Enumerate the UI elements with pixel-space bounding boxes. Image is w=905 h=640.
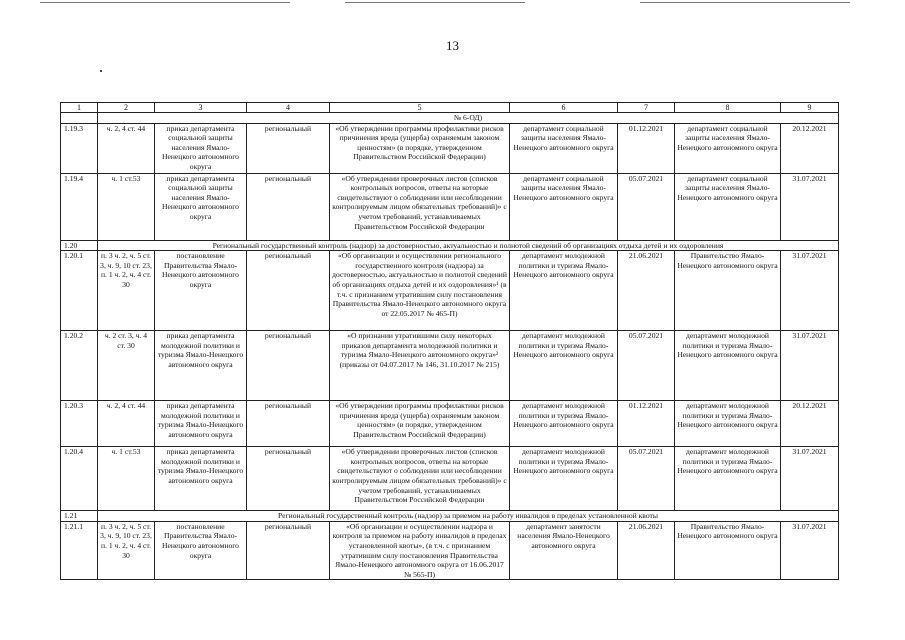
responsible-body: департамент молодежной политики и туризма Ямало-Ненецкого автономного округа (510, 251, 618, 331)
draft-date: 05.07.2021 (618, 331, 675, 401)
act-level: региональный (247, 447, 330, 511)
item-number: 1.21.1 (61, 521, 98, 580)
table-body (61, 113, 839, 580)
act-level: региональный (247, 521, 330, 580)
responsible-body: департамент занятости населения Ямало-Ненецкого автономного округа (510, 521, 618, 580)
section-row (61, 511, 839, 522)
act-type: постановление Правительства Ямало-Ненецкого автономного округа (155, 251, 247, 331)
act-title: «Об организации и осуществлении надзора и контроля за приемом на работу инвалидов в пределах установленной квоты», (в т.ч. с признанием утратившим силу постановления Правительства Ямало-Ненецкого автономного округа от 16.06.2017 № 565-П) (330, 521, 510, 580)
adoption-date: 31.07.2021 (781, 331, 839, 401)
responsible-body: департамент молодежной политики и туризма Ямало-Ненецкого автономного округа (510, 401, 618, 447)
table-row (61, 251, 839, 331)
item-number: 1.20.4 (61, 447, 98, 511)
act-level: региональный (247, 173, 330, 240)
header-cell: 5 (330, 103, 510, 113)
law-article: п. 3 ч. 2, ч. 5 ст. 3, ч. 9, 10 ст. 23, п. 1 ч. 2, ч. 4 ст. 30 (98, 521, 155, 580)
act-title: «Об организации и осуществлении регионального государственного контроля (надзора) за достоверностью, актуальностью и полнотой сведений об организациях отдыха детей и их оздоровления»¹ (в т.ч. с признанием утратившим силу постановления Правительства Ямало-Ненецкого автономного округа от 22.05.2017 № 465-П) (330, 251, 510, 331)
law-article: ч. 2, 4 ст. 44 (98, 401, 155, 447)
section-number (61, 113, 98, 124)
adoption-date: 20.12.2021 (781, 123, 839, 173)
act-level: региональный (247, 331, 330, 401)
header-cell: 3 (155, 103, 247, 113)
responsible-body: департамент молодежной политики и туризма Ямало-Ненецкого автономного округа (510, 447, 618, 511)
page-number: 13 (446, 38, 459, 53)
adoption-date: 20.12.2021 (781, 401, 839, 447)
act-type: приказ департамента социальной защиты населения Ямало-Ненецкого автономного округа (155, 123, 247, 173)
law-article: ч. 2, 4 ст. 44 (98, 123, 155, 173)
table-row (61, 173, 839, 240)
responsible-body: департамент молодежной политики и туризма Ямало-Ненецкого автономного округа (510, 331, 618, 401)
responsible-body: департамент социальной защиты населения Ямало-Ненецкого автономного округа (510, 173, 618, 240)
draft-date: 05.07.2021 (618, 447, 675, 511)
draft-date: 21.06.2021 (618, 251, 675, 331)
act-title: «Об утверждении программы профилактики рисков причинения вреда (ущерба) охраняемым законом ценностям» (в порядке, утвержденном Правительством Российской Федерации) (330, 123, 510, 173)
draft-date: 05.07.2021 (618, 173, 675, 240)
section-row (61, 113, 839, 124)
adoption-date: 31.07.2021 (781, 521, 839, 580)
law-article: ч. 1 ст.53 (98, 447, 155, 511)
act-title: «Об утверждении проверочных листов (списков контрольных вопросов, ответы на которые свидетельствуют о соблюдении или несоблюдении контролируемым лицом обязательных требований)» с учетом требований, устанавливаемых Правительством Российской Федерации (330, 447, 510, 511)
draft-date: 01.12.2021 (618, 401, 675, 447)
adopting-body: департамент социальной защиты населения Ямало-Ненецкого автономного округа (675, 173, 781, 240)
header-cell: 2 (98, 103, 155, 113)
top-rule-right (640, 2, 850, 3)
adopting-body: департамент молодежной политики и туризма Ямало-Ненецкого автономного округа (675, 401, 781, 447)
draft-date: 01.12.2021 (618, 123, 675, 173)
act-type: постановление Правительства Ямало-Ненецкого автономного округа (155, 521, 247, 580)
table-row (61, 331, 839, 401)
responsible-body: департамент социальной защиты населения Ямало-Ненецкого автономного округа (510, 123, 618, 173)
item-number: 1.19.4 (61, 173, 98, 240)
header-cell: 7 (618, 103, 675, 113)
draft-date: 21.06.2021 (618, 521, 675, 580)
adoption-date: 31.07.2021 (781, 251, 839, 331)
law-article: п. 3 ч. 2, ч. 5 ст. 3, ч. 9, 10 ст. 23, п. 1 ч. 2, ч. 4 ст. 30 (98, 251, 155, 331)
law-article: ч. 2 ст. 3, ч. 4 ст. 30 (98, 331, 155, 401)
adopting-body: департамент молодежной политики и туризма Ямало-Ненецкого автономного округа (675, 331, 781, 401)
table-row (61, 447, 839, 511)
adoption-date: 31.07.2021 (781, 173, 839, 240)
section-title: Региональный государственный контроль (надзор) за приемом на работу инвалидов в пределах установленной квоты (98, 511, 839, 522)
act-type: приказ департамента социальной защиты населения Ямало-Ненецкого автономного округа (155, 173, 247, 240)
act-type: приказ департамента молодежной политики и туризма Ямало-Ненецкого автономного округа (155, 447, 247, 511)
adopting-body: департамент молодежной политики и туризма Ямало-Ненецкого автономного округа (675, 447, 781, 511)
header-cell: 9 (781, 103, 839, 113)
act-title: «О признании утратившими силу некоторых приказов департамента молодежной политики и туризма Ямало-Ненецкого автономного округа»² (приказы от 04.07.2017 № 146, 31.10.2017 № 215) (330, 331, 510, 401)
item-number: 1.20.2 (61, 331, 98, 401)
item-number: 1.19.3 (61, 123, 98, 173)
act-level: региональный (247, 123, 330, 173)
header-cell: 6 (510, 103, 618, 113)
item-number: 1.20.3 (61, 401, 98, 447)
document-table (60, 102, 839, 580)
adopting-body: Правительство Ямало-Ненецкого автономного округа (675, 251, 781, 331)
adoption-date: 31.07.2021 (781, 447, 839, 511)
table-row (61, 123, 839, 173)
act-level: региональный (247, 251, 330, 331)
top-rule-left (40, 2, 290, 3)
section-title: № 6-ОД) (98, 113, 839, 124)
table-row (61, 401, 839, 447)
act-title: «Об утверждении программы профилактики рисков причинения вреда (ущерба) охраняемым законом ценностям» (в порядке, утвержденном Правительством Российской Федерации) (330, 401, 510, 447)
header-cell: 1 (61, 103, 98, 113)
table-row (61, 521, 839, 580)
section-row (61, 240, 839, 251)
act-type: приказ департамента молодежной политики и туризма Ямало-Ненецкого автономного округа (155, 401, 247, 447)
top-rule-middle (345, 2, 525, 3)
adopting-body: Правительство Ямало-Ненецкого автономного округа (675, 521, 781, 580)
header-cell: 4 (247, 103, 330, 113)
section-number: 1.21 (61, 511, 98, 522)
scan-speck (100, 70, 102, 72)
item-number: 1.20.1 (61, 251, 98, 331)
header-row (61, 103, 839, 113)
header-cell: 8 (675, 103, 781, 113)
act-type: приказ департамента молодежной политики и туризма Ямало-Ненецкого автономного округа (155, 331, 247, 401)
act-title: «Об утверждении проверочных листов (списков контрольных вопросов, ответы на которые свидетельствуют о соблюдении или несоблюдении контролируемым лицом обязательных требований)» с учетом требований, устанавливаемых Правительством Российской Федерации (330, 173, 510, 240)
adopting-body: департамент социальной защиты населения Ямало-Ненецкого автономного округа (675, 123, 781, 173)
section-number: 1.20 (61, 240, 98, 251)
section-title: Региональный государственный контроль (надзор) за достоверностью, актуальностью и полнотой сведений об организациях отдыха детей и их оздоровления (98, 240, 839, 251)
act-level: региональный (247, 401, 330, 447)
law-article: ч. 1 ст.53 (98, 173, 155, 240)
